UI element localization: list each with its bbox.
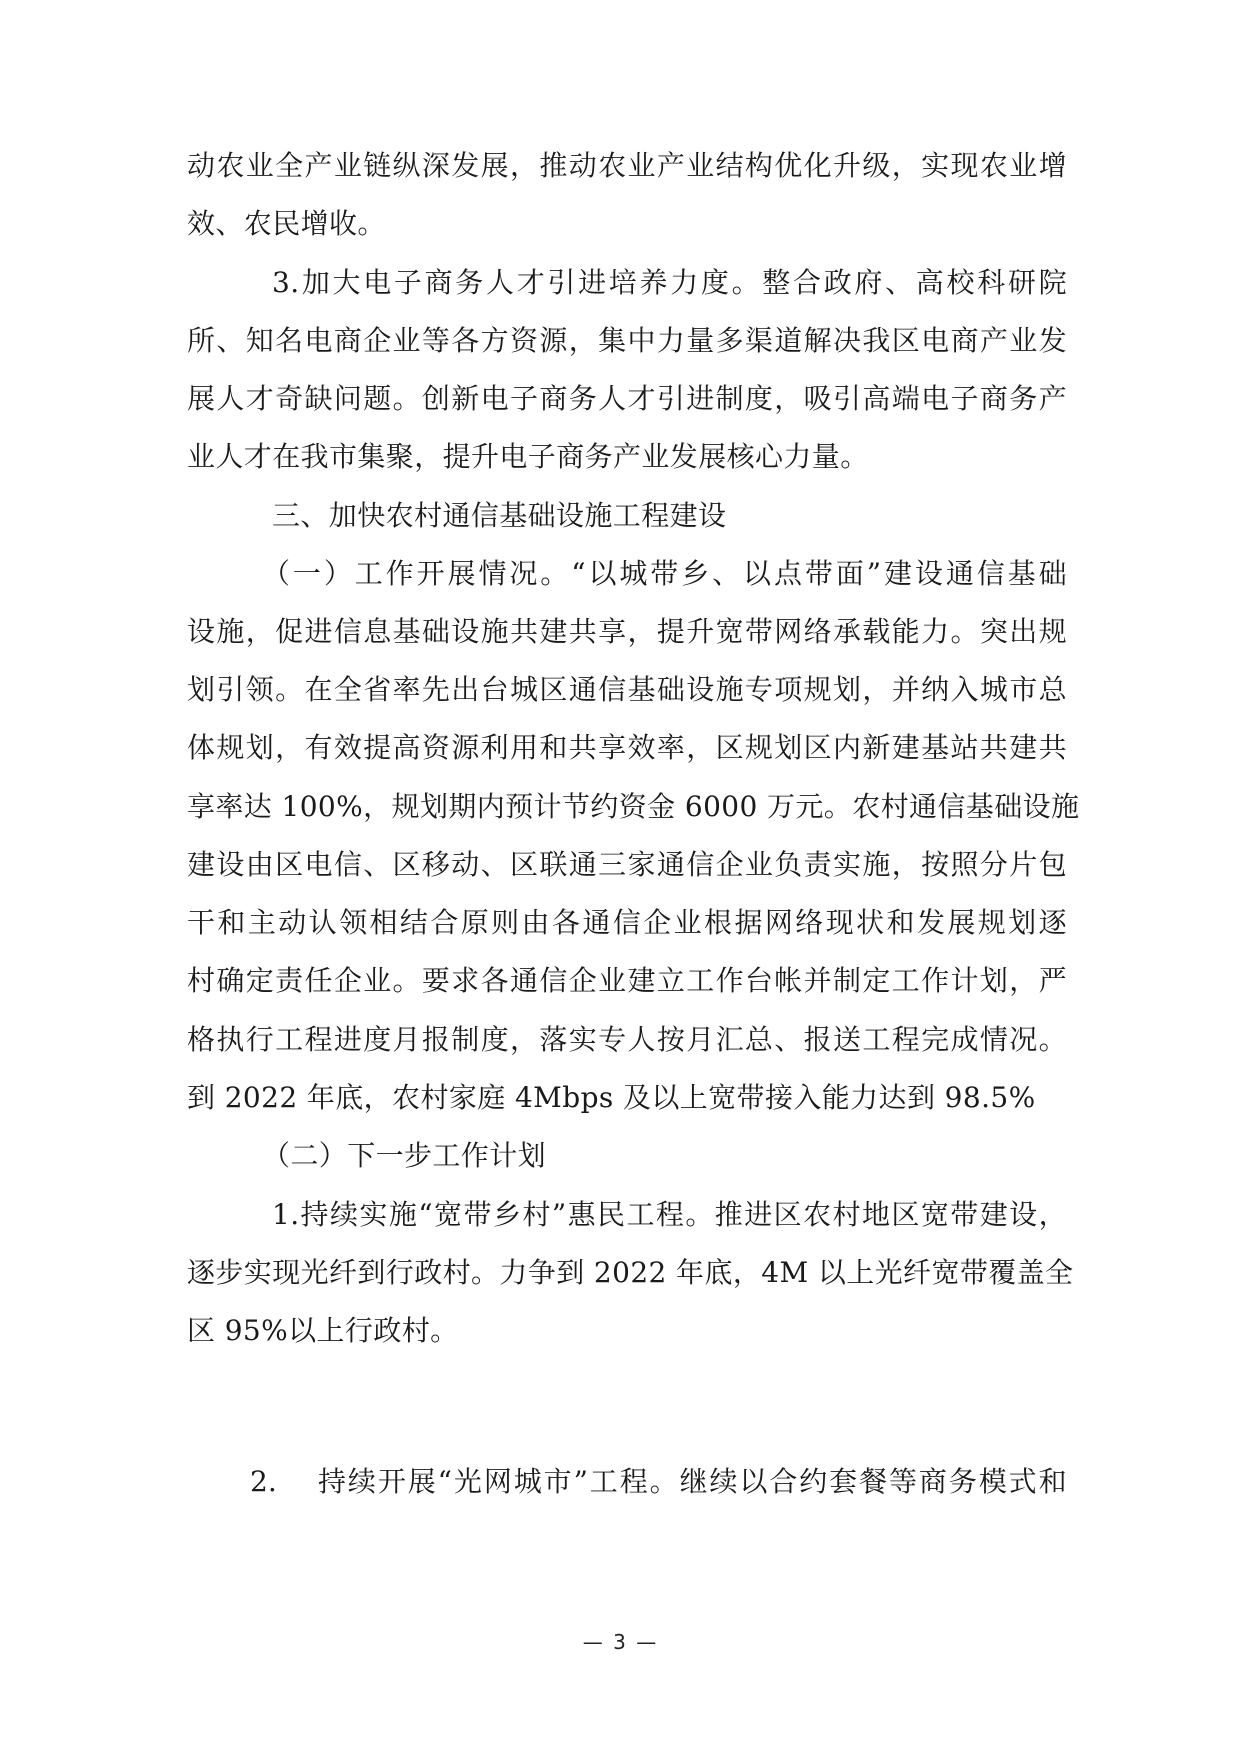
item-number-2: 2. xyxy=(250,1465,277,1498)
paragraph-line-17: 到 2022 年底，农村家庭 4Mbps 及以上宽带接入能力达到 98.5% xyxy=(187,1081,1036,1114)
paragraph-line-10: 划引领。在全省率先出台城区通信基础设施专项规划，并纳入城市总 xyxy=(187,673,1067,706)
paragraph-line-21: 区 95%以上行政村。 xyxy=(187,1314,459,1347)
paragraph-line-20: 逐步实现光纤到行政村。力争到 2022 年底，4M 以上光纤宽带覆盖全 xyxy=(187,1256,1074,1289)
paragraph-line-1: 动农业全产业链纵深发展，推动农业产业结构优化升级，实现农业增 xyxy=(187,149,1067,182)
paragraph-line-22: 持续开展“光网城市”工程。继续以合约套餐等商务模式和 xyxy=(318,1465,1067,1498)
paragraph-line-16: 格执行工程进度月报制度，落实专人按月汇总、报送工程完成情况。 xyxy=(187,1023,1067,1056)
paragraph-line-2: 效、农民增收。 xyxy=(187,207,386,240)
paragraph-line-11: 体规划，有效提高资源利用和共享效率，区规划区内新建基站共建共 xyxy=(187,731,1067,764)
paragraph-line-9: 设施，促进信息基础设施共建共享，提升宽带网络承载能力。突出规 xyxy=(187,615,1067,648)
paragraph-line-13: 建设由区电信、区移动、区联通三家通信企业负责实施，按照分片包 xyxy=(187,848,1067,881)
page-number: — 3 — xyxy=(582,1630,659,1654)
paragraph-line-15: 村确定责任企业。要求各通信企业建立工作台帐并制定工作计划，严 xyxy=(187,964,1067,997)
paragraph-line-6: 业人才在我市集聚，提升电子商务产业发展核心力量。 xyxy=(187,440,869,473)
paragraph-line-4: 所、知名电商企业等各方资源，集中力量多渠道解决我区电商产业发 xyxy=(187,324,1067,357)
paragraph-line-5: 展人才奇缺问题。创新电子商务人才引进制度，吸引高端电子商务产 xyxy=(187,382,1067,415)
subsection-heading: （二）下一步工作计划 xyxy=(262,1139,547,1172)
paragraph-line-8: （一）工作开展情况。“以城带乡、以点带面”建设通信基础 xyxy=(262,557,1067,590)
paragraph-line-14: 干和主动认领相结合原则由各通信企业根据网络现状和发展规划逐 xyxy=(187,906,1067,939)
paragraph-line-12: 享率达 100%，规划期内预计节约资金 6000 万元。农村通信基础设施 xyxy=(187,790,1080,823)
paragraph-line-3: 3.加大电子商务人才引进培养力度。整合政府、高校科研院 xyxy=(272,266,1067,299)
paragraph-line-19: 1.持续实施“宽带乡村”惠民工程。推进区农村地区宽带建设， xyxy=(272,1198,1067,1231)
section-heading-3: 三、加快农村通信基础设施工程建设 xyxy=(272,499,727,532)
